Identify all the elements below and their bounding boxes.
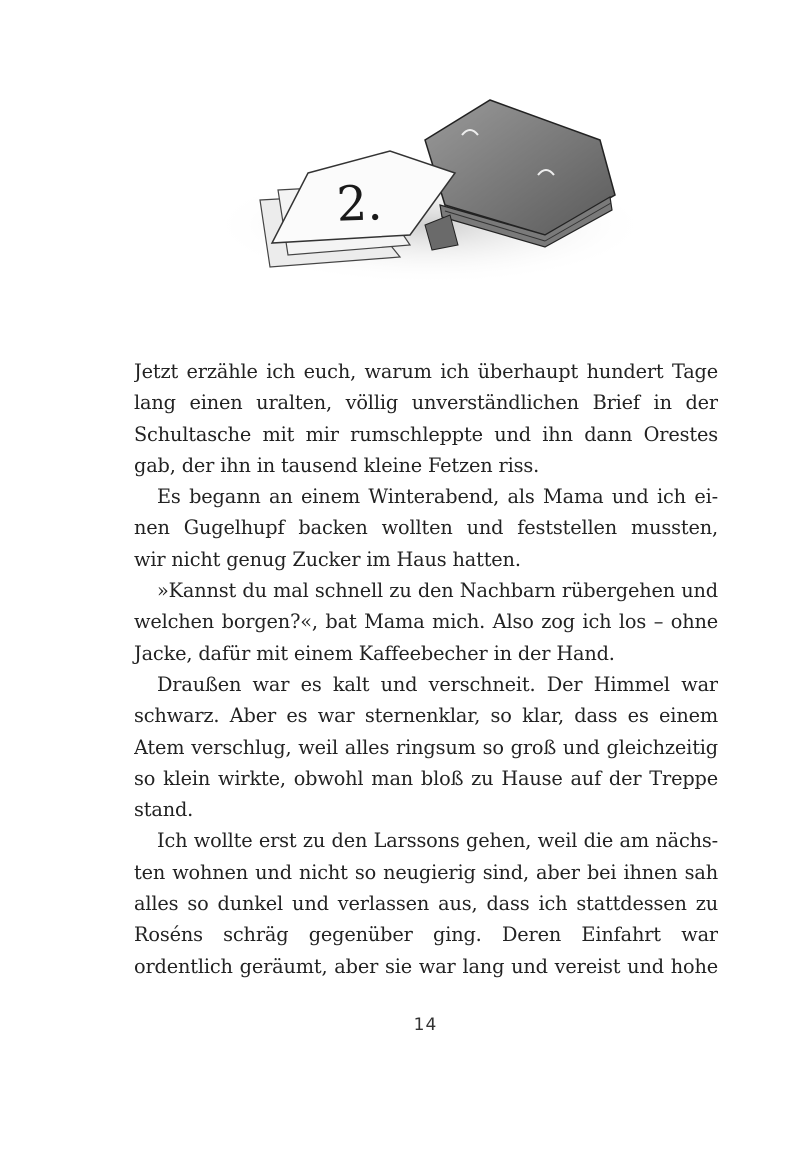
text-line: schwarz. Aber es war sternenklar, so klar, dass es einem: [134, 704, 718, 728]
text-line: Roséns schräg gegenüber ging. Deren Einfahrt war: [134, 923, 718, 947]
text-line: Atem verschlug, weil alles ringsum so groß und gleichzeitig: [134, 735, 718, 759]
text-line: ordentlich geräumt, aber sie war lang und vereist und hohe: [134, 954, 718, 978]
text-line: Jacke, dafür mit einem Kaffeebecher in der Hand.: [134, 641, 615, 665]
text-line: gab, der ihn in tausend kleine Fetzen riss.: [134, 453, 540, 477]
text-line: so klein wirkte, obwohl man bloß zu Hause auf der Treppe: [134, 766, 718, 790]
text-line: alles so dunkel und verlassen aus, dass ich stattdessen zu: [134, 892, 718, 916]
text-line: ten wohnen und nicht so neugierig sind, aber bei ihnen sah: [134, 860, 718, 884]
text-line: Schultasche mit mir rumschleppte und ihn dann Orestes: [134, 422, 718, 446]
page-number: 14: [413, 1015, 438, 1035]
text-line: Ich wollte erst zu den Larssons gehen, weil die am nächs-: [157, 829, 718, 853]
chapter-number: 2.: [335, 175, 384, 233]
text-line: lang einen uralten, völlig unverständlichen Brief in der: [134, 391, 718, 415]
text-line: wir nicht genug Zucker im Haus hatten.: [134, 547, 521, 571]
text-line: Draußen war es kalt und verschneit. Der Himmel war: [157, 672, 718, 696]
text-line: stand.: [134, 798, 194, 822]
text-line: Jetzt erzähle ich euch, warum ich überhaupt hundert Tage: [134, 360, 718, 383]
chapter-illustration: [200, 85, 650, 295]
text-line: Es begann an einem Winterabend, als Mama und ich ei-: [157, 485, 718, 509]
text-line: »Kannst du mal schnell zu den Nachbarn rübergehen und: [157, 579, 718, 603]
text-line: nen Gugelhupf backen wollten und feststellen mussten,: [134, 516, 718, 540]
body-text: [134, 356, 718, 982]
text-line: welchen borgen?«, bat Mama mich. Also zog ich los – ohne: [134, 610, 718, 634]
